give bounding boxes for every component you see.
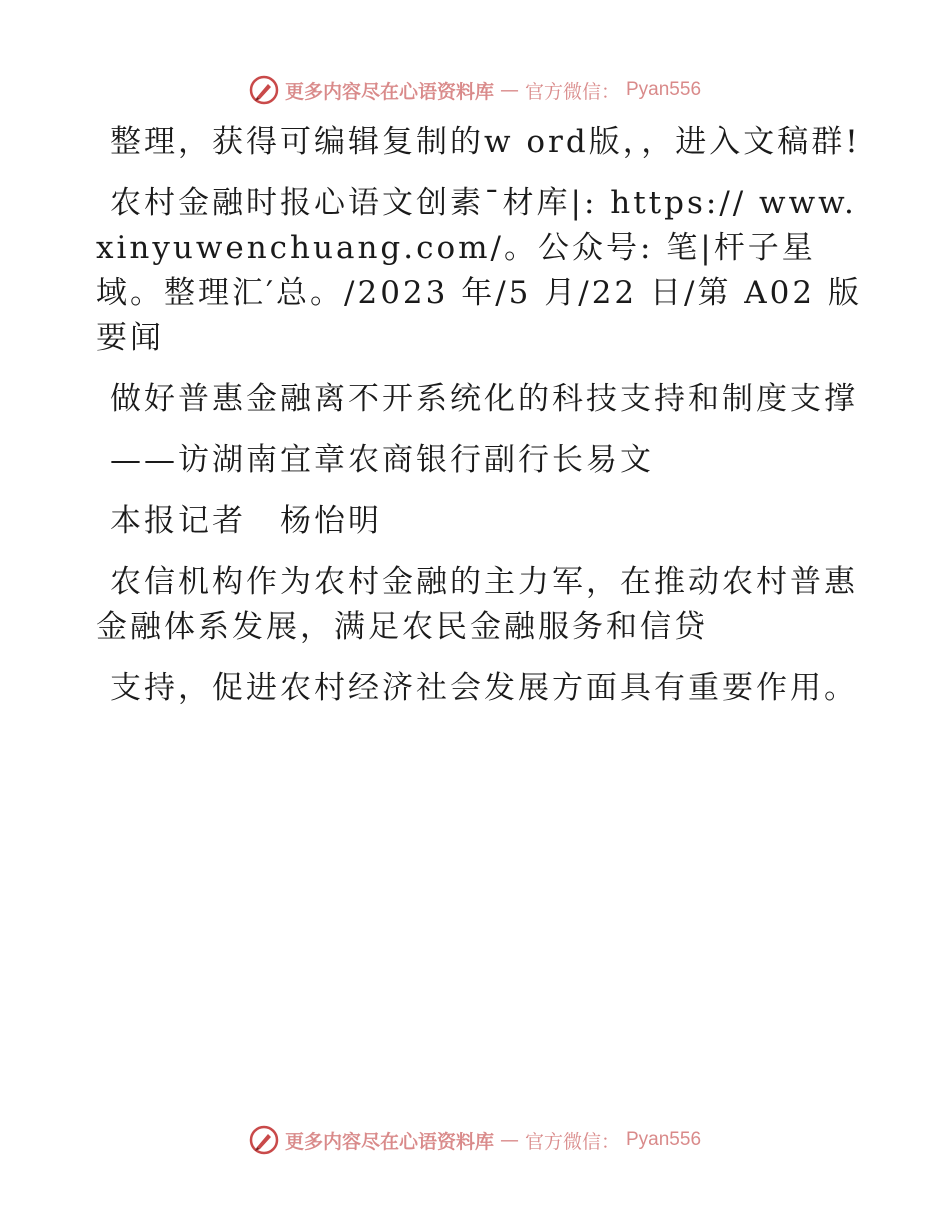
byline xyxy=(96,499,866,544)
header-watermark-banner xyxy=(0,70,950,110)
watermark-wechat-label: 官方微信： xyxy=(524,1130,620,1153)
watermark-separator: — xyxy=(499,1129,519,1151)
byline-name: 杨怡明 xyxy=(280,503,382,539)
source-paragraph: 农村金融时报心语文创素¯材库|: https:// www.xinyuwenchuang.com/。公众号: 笔|杆子星域。整理汇′总。/2023 年/5 月/22 日/第 A02 版要闻 xyxy=(96,185,862,356)
pen-logo-icon xyxy=(249,1125,279,1155)
watermark-wechat-label: 官方微信： xyxy=(524,80,620,103)
body-paragraph: 农信机构作为农村金融的主力军，在推动农村普惠金融体系发展，满足农民金融服务和信贷 xyxy=(96,564,858,645)
document-body xyxy=(96,120,866,727)
article-subtitle: ——访湖南宜章农商银行副行长易文 xyxy=(110,442,654,478)
watermark-wechat-id: Pyan556 xyxy=(626,1129,702,1150)
pen-logo-icon xyxy=(249,75,279,105)
watermark-main-text: 更多内容尽在心语资料库 xyxy=(284,1130,494,1153)
article-title: 做好普惠金融离不开系统化的科技支持和制度支撑 xyxy=(110,381,858,417)
body-paragraph: 支持，促进农村经济社会发展方面具有重要作用。 xyxy=(110,670,858,706)
byline-role: 本报记者 xyxy=(110,503,246,539)
intro-paragraph: 整理，获得可编辑复制的w ord版，，进入文稿群! xyxy=(110,124,861,160)
watermark-separator: — xyxy=(499,79,519,101)
footer-watermark-banner xyxy=(0,1120,950,1160)
watermark-main-text: 更多内容尽在心语资料库 xyxy=(284,80,494,103)
watermark-wechat-id: Pyan556 xyxy=(626,79,702,100)
